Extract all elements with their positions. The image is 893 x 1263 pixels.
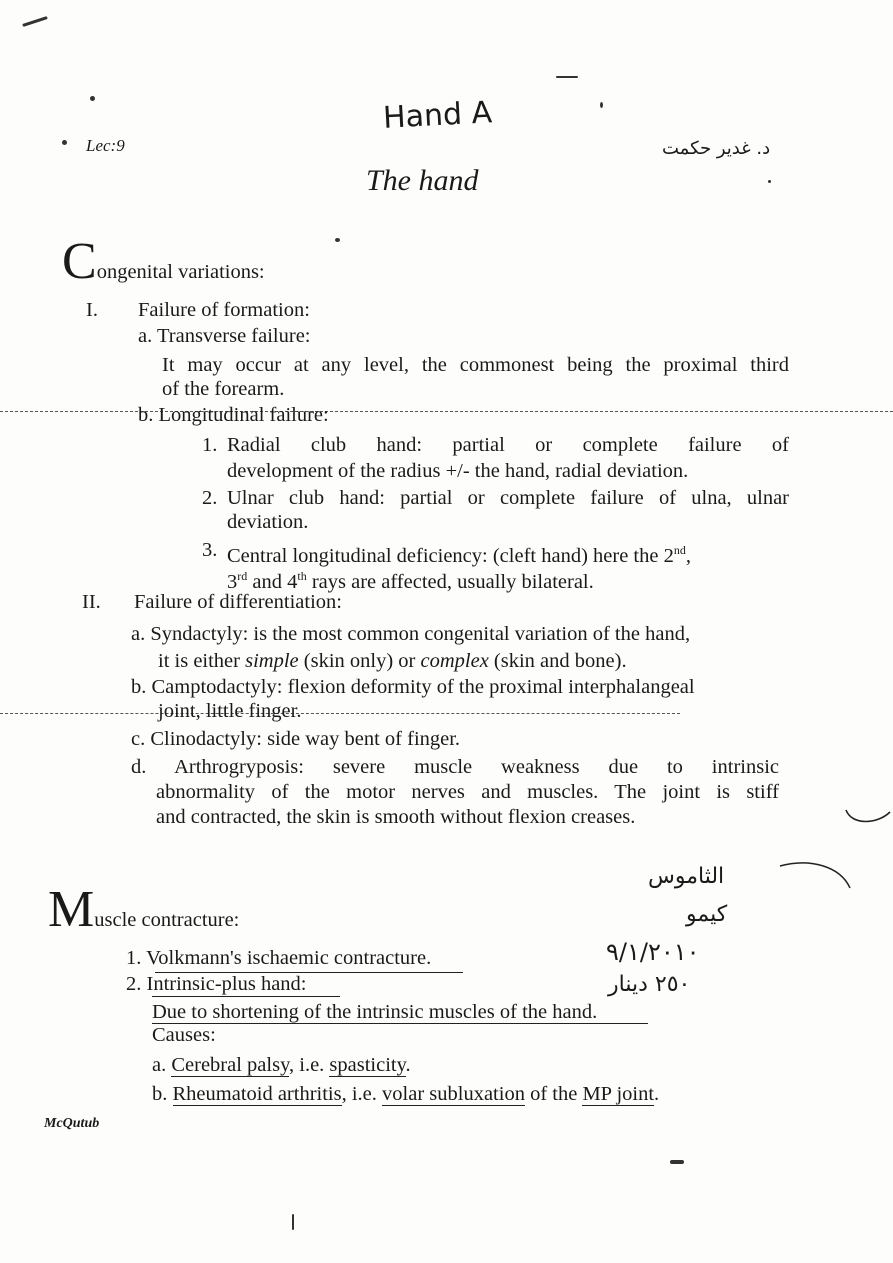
due-to-shortening: Due to shortening of the intrinsic muscles of the hand.	[152, 1001, 598, 1023]
scan-speck	[335, 238, 340, 242]
radial-club-hand-1: Radial club hand: partial or complete failure of	[227, 434, 789, 456]
page-title: The hand	[366, 164, 479, 197]
handwritten-note: كيمو	[686, 902, 728, 927]
arthrogryposis-2: abnormality of the motor nerves and muscles. The joint is stiff	[156, 781, 779, 803]
item-transverse-failure: a. Transverse failure:	[138, 325, 311, 347]
scan-speck	[292, 1214, 294, 1230]
heading-failure-formation: Failure of formation:	[138, 299, 310, 321]
arthrogryposis-3: and contracted, the skin is smooth without flexion creases.	[156, 806, 636, 828]
heading-failure-differentiation: Failure of differentiation:	[134, 591, 342, 613]
handwritten-note: الثاموس	[648, 864, 725, 889]
intrinsic-plus-item: 2. Intrinsic-plus hand:	[126, 973, 307, 995]
ulnar-club-hand-2: deviation.	[227, 511, 309, 533]
scan-speck	[90, 96, 95, 101]
scan-speck	[600, 102, 603, 108]
arthrogryposis-1: d. Arthrogryposis: severe muscle weakness due to intrinsic	[131, 756, 779, 778]
numeral-ii: II.	[82, 591, 101, 613]
transverse-text-1: It may occur at any level, the commonest being the proximal third	[162, 354, 789, 376]
scan-speck	[556, 76, 578, 78]
underline	[152, 996, 340, 997]
camptodactyly-1: b. Camptodactyly: flexion deformity of the proximal interphalangeal	[131, 676, 695, 698]
heading-text: uscle contracture:	[94, 909, 240, 931]
scan-speck	[670, 1160, 684, 1164]
underline	[152, 1023, 648, 1024]
numeral-i: I.	[86, 299, 98, 321]
radial-club-hand-2: development of the radius +/- the hand, radial deviation.	[227, 460, 689, 482]
scan-speck	[62, 140, 67, 145]
drop-cap: C	[62, 233, 97, 290]
volkmann-item: 1. Volkmann's ischaemic contracture.	[126, 947, 432, 969]
signature: McQutub	[44, 1116, 100, 1131]
scan-speck	[22, 16, 48, 27]
scan-speck	[768, 180, 771, 183]
lecture-number: Lec:9	[86, 136, 125, 155]
section-heading-congenital	[62, 233, 265, 290]
handwritten-note: ٢٥٠ دينار	[608, 972, 691, 997]
handwritten-note: ٩/١/٢٠١٠	[606, 938, 700, 966]
sub-number: 1.	[202, 434, 218, 456]
handwritten-title: Hand A	[382, 95, 493, 136]
sub-number: 2.	[202, 487, 218, 509]
pen-stroke	[770, 858, 860, 898]
central-deficiency-1: Central longitudinal deficiency: (cleft hand) here the 2nd,	[227, 543, 691, 567]
clinodactyly: c. Clinodactyly: side way bent of finger.	[131, 728, 461, 750]
heading-text: ongenital variations:	[96, 261, 265, 283]
syndactyly-2: it is either simple (skin only) or complex (skin and bone).	[158, 650, 627, 672]
item-longitudinal-failure: b. Longitudinal failure:	[138, 404, 329, 426]
causes-label: Causes:	[152, 1024, 216, 1046]
scan-line	[0, 713, 680, 714]
drop-cap: M	[48, 881, 95, 938]
scan-line	[0, 411, 893, 412]
pen-stroke	[842, 800, 893, 830]
central-deficiency-2: 3rd and 4th rays are affected, usually bilateral.	[227, 569, 594, 593]
sub-number: 3.	[202, 539, 218, 561]
cause-cerebral-palsy: a. Cerebral palsy, i.e. spasticity.	[152, 1054, 411, 1076]
syndactyly-1: a. Syndactyly: is the most common congenital variation of the hand,	[131, 623, 691, 645]
ulnar-club-hand-1: Ulnar club hand: partial or complete failure of ulna, ulnar	[227, 487, 789, 509]
transverse-text-2: of the forearm.	[162, 378, 285, 400]
camptodactyly-2: joint, little finger.	[158, 700, 302, 722]
section-heading-muscle	[48, 881, 240, 938]
cause-rheumatoid: b. Rheumatoid arthritis, i.e. volar subluxation of the MP joint.	[152, 1083, 660, 1105]
doctor-name: د. غدير حكمت	[662, 138, 771, 159]
